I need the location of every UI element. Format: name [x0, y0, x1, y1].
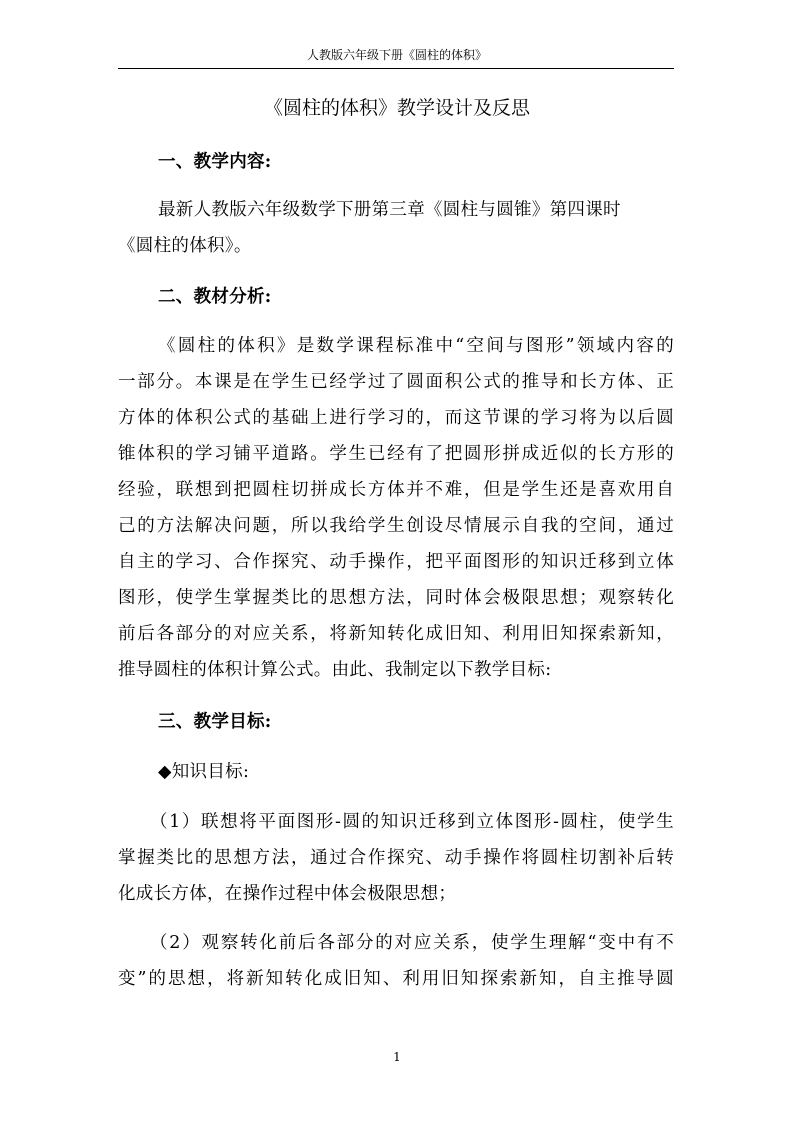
paragraph-line: 最新人教版六年级数学下册第三章《圆柱与圆锥》第四课时 [158, 200, 621, 220]
paragraph-line: 己的方法解决问题，所以我给学生创设尽情展示自我的空间，通过 [118, 516, 674, 536]
section-heading-objectives: 三、教学目标: [158, 712, 272, 732]
list-item-line: 掌握类比的思想方法，通过合作探究、动手操作将圆柱切割补后转 [118, 848, 674, 868]
list-item-line: （1）联想将平面图形-圆的知识迁移到立体图形-圆柱，使学生 [150, 812, 674, 832]
paragraph-line: 《圆柱的体积》。 [118, 236, 252, 256]
section-heading-content: 一、教学内容: [158, 152, 272, 172]
paragraph-line: 经验，联想到把圆柱切拼成长方体并不难，但是学生还是喜欢用自 [118, 480, 674, 500]
paragraph-line: 推导圆柱的体积计算公式。由此、我制定以下教学目标: [118, 660, 552, 680]
subheading-knowledge-objectives: ◆知识目标: [158, 762, 250, 782]
page-number: 1 [393, 1050, 401, 1064]
paragraph-line: 自主的学习、合作探究、动手操作，把平面图形的知识迁移到立体 [118, 552, 674, 572]
paragraph-line: 方体的体积公式的基础上进行学习的，而这节课的学习将为以后圆 [118, 408, 674, 428]
header-text: 人教版六年级下册《圆柱的体积》 [306, 48, 487, 62]
document-title: 《圆柱的体积》教学设计及反思 [263, 97, 530, 119]
paragraph-line: 一部分。本课是在学生已经学过了圆面积公式的推导和长方体、正 [118, 372, 674, 392]
paragraph-line: 前后各部分的对应关系，将新知转化成旧知、利用旧知探索新知， [118, 624, 674, 644]
list-item-line: （2）观察转化前后各部分的对应关系，使学生理解“变中有不 [150, 933, 674, 953]
paragraph-line: 锥体积的学习铺平道路。学生已经有了把圆形拼成近似的长方形的 [118, 444, 674, 464]
list-item-line: 化成长方体，在操作过程中体会极限思想； [118, 884, 457, 904]
section-heading-analysis: 二、教材分析: [158, 287, 272, 307]
paragraph-line: 图形，使学生掌握类比的思想方法，同时体会极限思想；观察转化 [118, 588, 674, 608]
paragraph-line: 《圆柱的体积》是数学课程标准中“空间与图形”领域内容的 [158, 336, 674, 356]
list-item-line: 变”的思想，将新知转化成旧知、利用旧知探索新知，自主推导圆 [118, 969, 674, 989]
header-divider [118, 68, 674, 69]
